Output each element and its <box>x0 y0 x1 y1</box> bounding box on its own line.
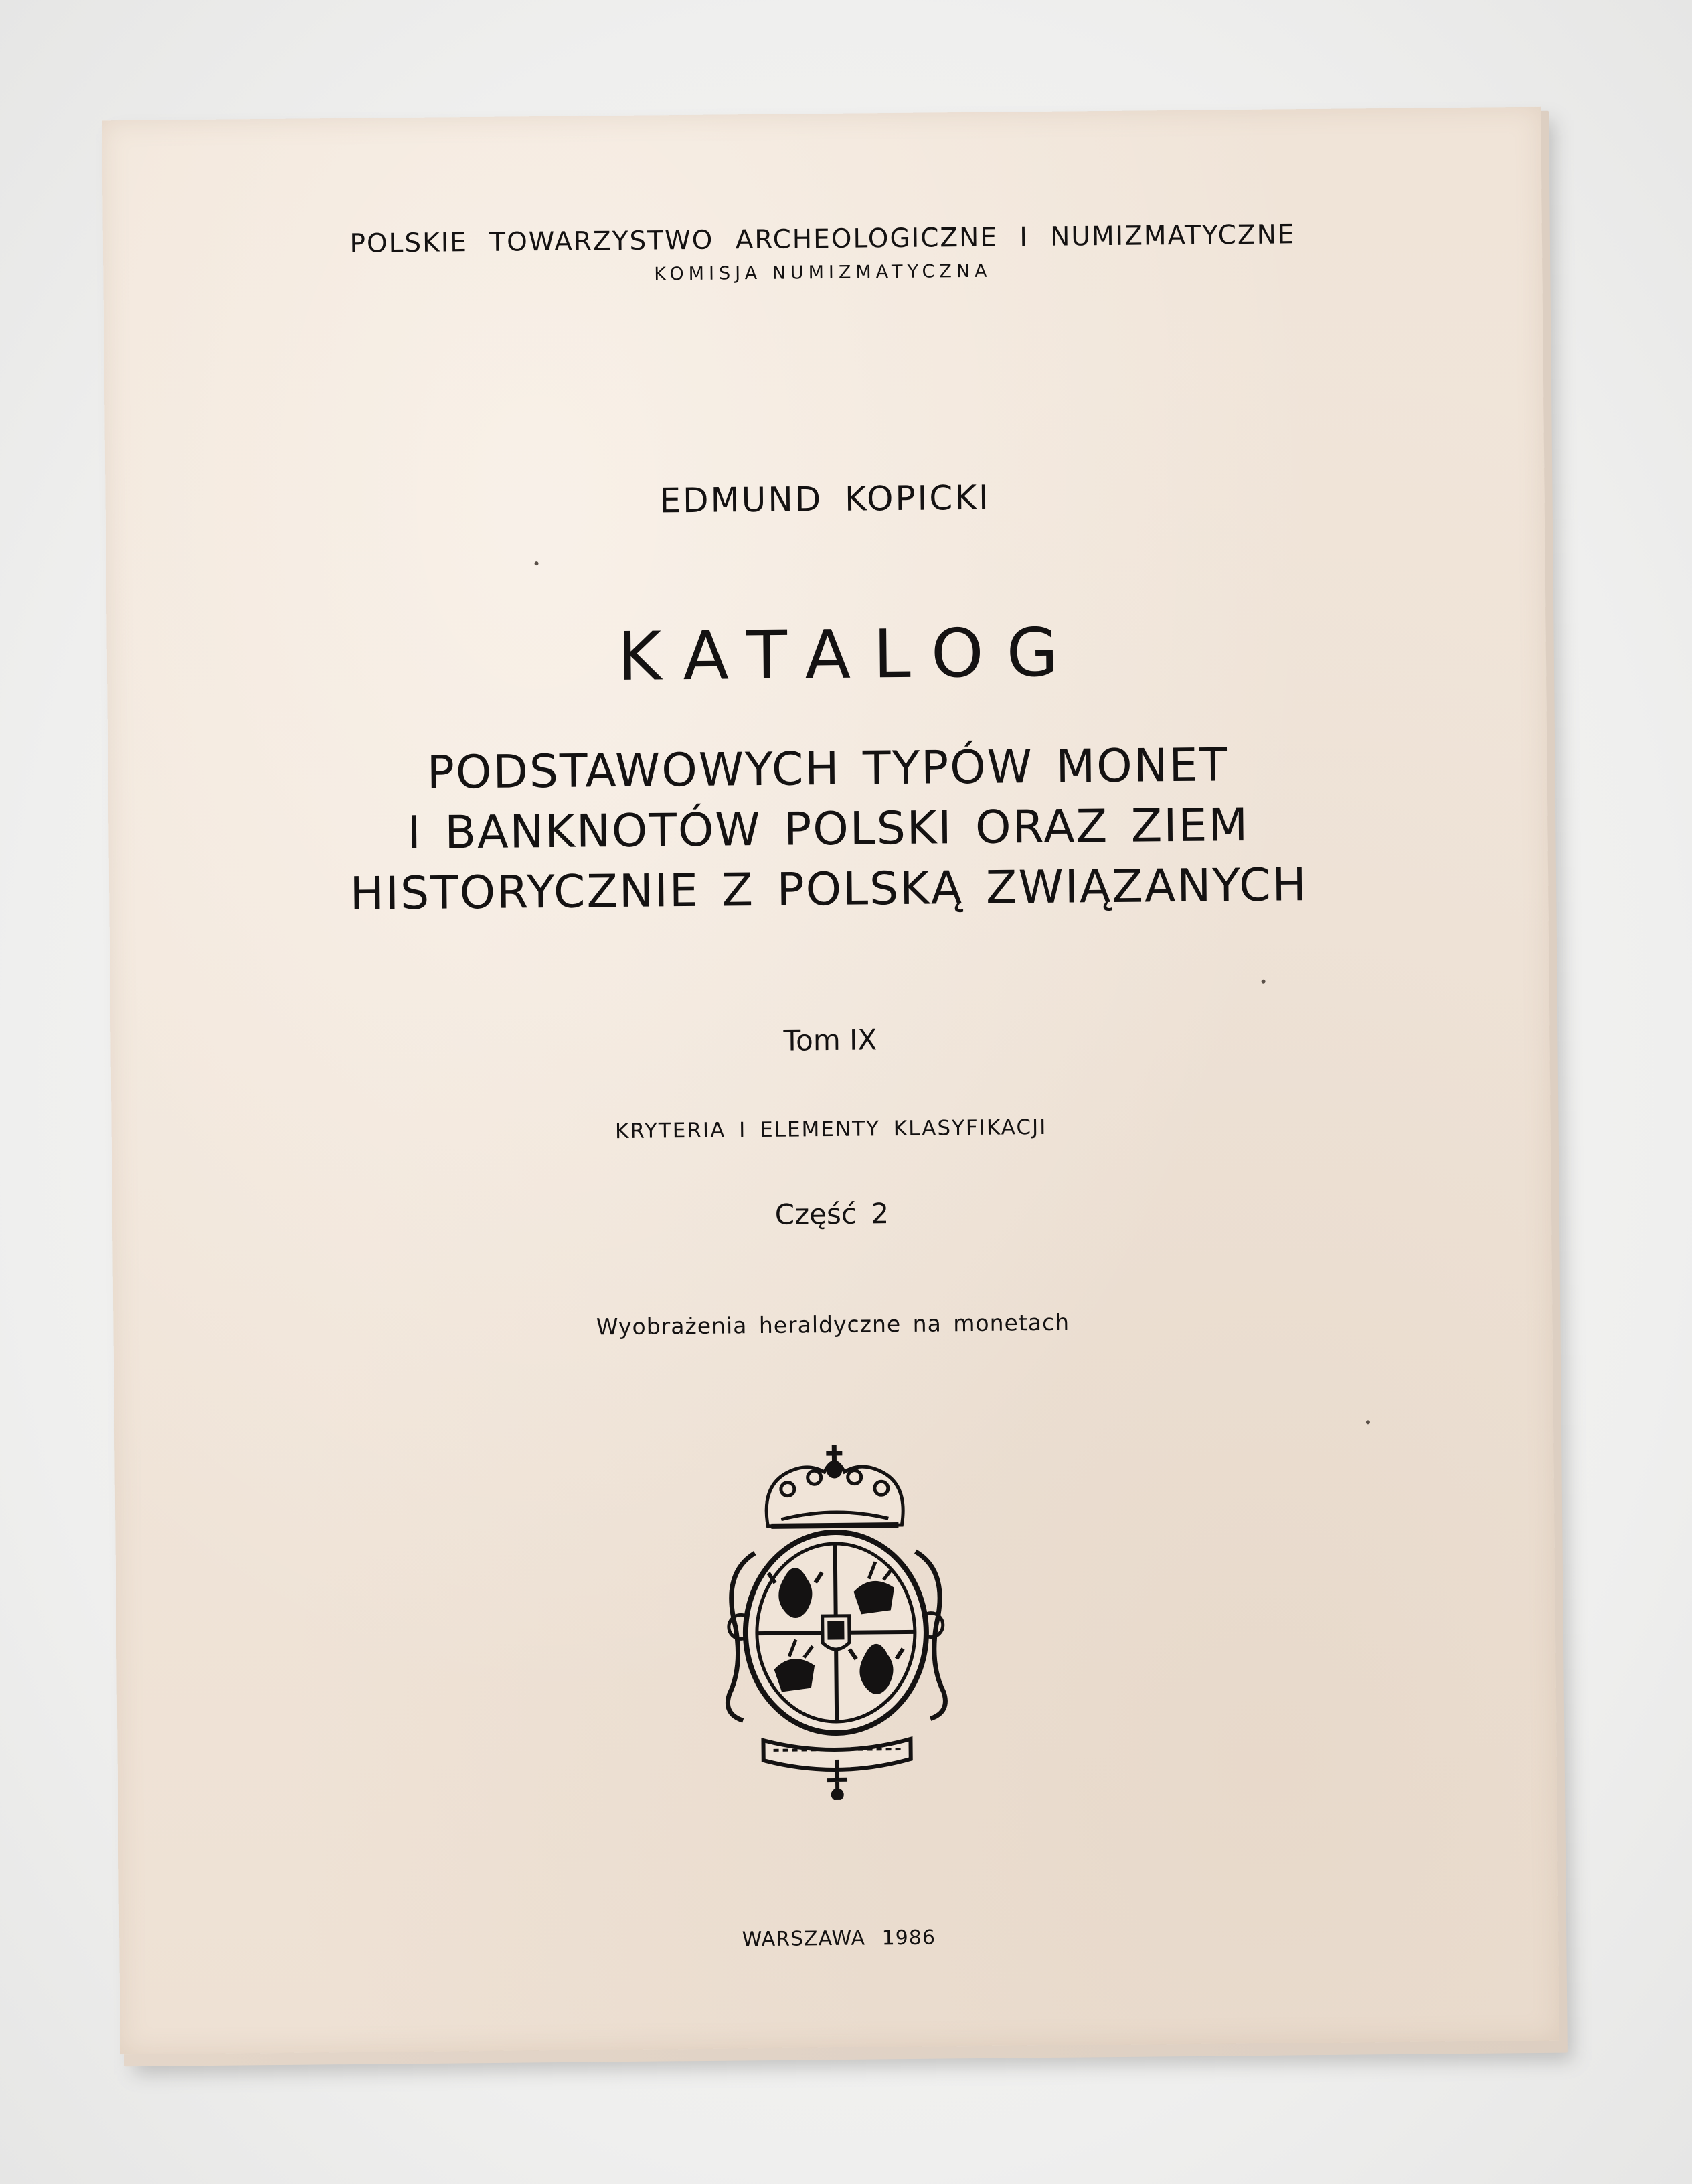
section-criteria: KRYTERIA I ELEMENTY KLASYFIKACJI <box>614 1115 1047 1144</box>
volume-number: Tom IX <box>783 1023 877 1057</box>
society-name: POLSKIE TOWARZYSTWO ARCHEOLOGICZNE I NUMIZMATYCZNE <box>349 219 1296 259</box>
title-line-2: I BANKNOTÓW POLSKI ORAZ ZIEM <box>407 798 1250 860</box>
imprint-place-year: WARSZAWA 1986 <box>742 1926 936 1952</box>
paper-speck <box>1262 980 1266 984</box>
main-title: KATALOG <box>617 613 1082 697</box>
subtitle: Wyobrażenia heraldyczne na monetach <box>596 1309 1070 1340</box>
author-name: EDMUND KOPICKI <box>659 478 991 521</box>
paper-speck <box>1366 1420 1370 1424</box>
coat-of-arms-emblem-icon <box>707 1424 964 1801</box>
book-cover <box>102 107 1559 2055</box>
title-line-1: PODSTAWOWYCH TYPÓW MONET <box>426 739 1229 800</box>
part-number: Część 2 <box>774 1197 890 1231</box>
commission-name: KOMISJA NUMIZMATYCZNA <box>654 260 992 285</box>
paper-speck <box>535 561 539 565</box>
title-line-3: HISTORYCZNIE Z POLSKĄ ZWIĄZANYCH <box>349 858 1308 921</box>
